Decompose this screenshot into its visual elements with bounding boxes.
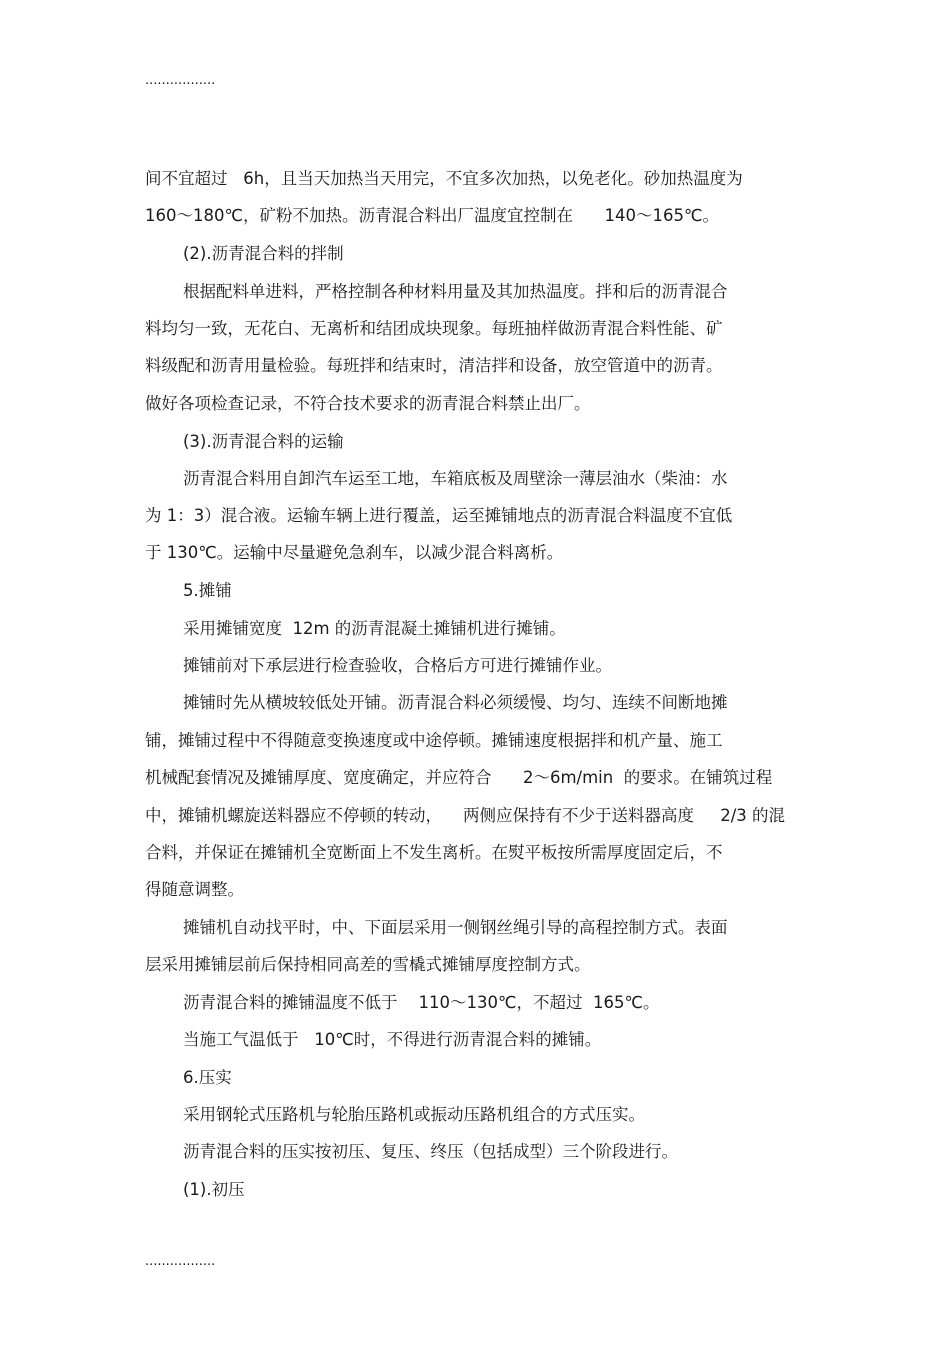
text-line: 得随意调整。 xyxy=(145,880,244,899)
footer-dots: ................. xyxy=(145,1254,216,1269)
section-heading: 6.压实 xyxy=(183,1068,232,1087)
text-line: 机械配套情况及摊铺厚度、宽度确定，并应符合 2～6m/min 的要求。在铺筑过程 xyxy=(145,768,773,787)
text-line: 合料，并保证在摊铺机全宽断面上不发生离析。在熨平板按所需厚度固定后，不 xyxy=(145,843,723,862)
text-line: 摊铺机自动找平时，中、下面层采用一侧钢丝绳引导的高程控制方式。表面 xyxy=(183,918,728,937)
text-line: 160～180℃，矿粉不加热。沥青混合料出厂温度宜控制在 140～165℃。 xyxy=(145,206,720,225)
text-line: 沥青混合料的摊铺温度不低于 110～130℃，不超过 165℃。 xyxy=(183,993,660,1012)
text-line: 采用摊铺宽度 12m 的沥青混凝土摊铺机进行摊铺。 xyxy=(183,619,566,638)
text-line: 根据配料单进料，严格控制各种材料用量及其加热温度。拌和后的沥青混合 xyxy=(183,282,728,301)
text-line: 层采用摊铺层前后保持相同高差的雪橇式摊铺厚度控制方式。 xyxy=(145,955,591,974)
section-heading: (1).初压 xyxy=(183,1180,245,1199)
text-line: 做好各项检查记录，不符合技术要求的沥青混合料禁止出厂。 xyxy=(145,394,591,413)
section-heading: (2).沥青混合料的拌制 xyxy=(183,244,344,263)
text-line: 铺，摊铺过程中不得随意变换速度或中途停顿。摊铺速度根据拌和机产量、施工 xyxy=(145,731,723,750)
section-heading: 5.摊铺 xyxy=(183,581,232,600)
text-line: 当施工气温低于 10℃时，不得进行沥青混合料的摊铺。 xyxy=(183,1030,602,1049)
section-heading: (3).沥青混合料的运输 xyxy=(183,432,344,451)
text-line: 间不宜超过 6h，且当天加热当天用完，不宜多次加热，以免老化。砂加热温度为 xyxy=(145,169,743,188)
text-line: 摊铺时先从横坡较低处开铺。沥青混合料必须缓慢、均匀、连续不间断地摊 xyxy=(183,693,728,712)
text-line: 料均匀一致，无花白、无离析和结团成块现象。每班抽样做沥青混合料性能、矿 xyxy=(145,319,723,338)
text-line: 料级配和沥青用量检验。每班拌和结束时，清洁拌和设备，放空管道中的沥青。 xyxy=(145,356,723,375)
header-dots: ................. xyxy=(145,73,216,88)
text-line: 于 130℃。运输中尽量避免急刹车，以减少混合料离析。 xyxy=(145,543,564,562)
text-line: 沥青混合料用自卸汽车运至工地，车箱底板及周壁涂一薄层油水（柴油：水 xyxy=(183,469,728,488)
text-line: 采用钢轮式压路机与轮胎压路机或振动压路机组合的方式压实。 xyxy=(183,1105,645,1124)
text-line: 为 1：3）混合液。运输车辆上进行覆盖，运至摊铺地点的沥青混合料温度不宜低 xyxy=(145,506,733,525)
text-line: 沥青混合料的压实按初压、复压、终压（包括成型）三个阶段进行。 xyxy=(183,1142,678,1161)
text-line: 中，摊铺机螺旋送料器应不停顿的转动， 两侧应保持有不少于送料器高度 2/3 的混 xyxy=(145,806,786,825)
text-line: 摊铺前对下承层进行检查验收，合格后方可进行摊铺作业。 xyxy=(183,656,612,675)
